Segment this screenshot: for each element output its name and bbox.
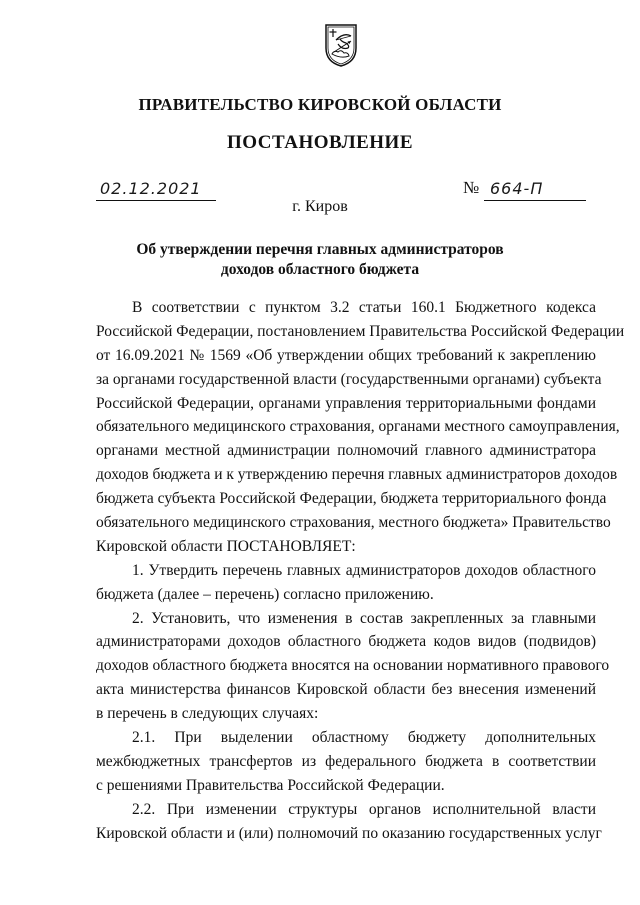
subject-line: доходов областного бюджета	[220, 261, 420, 278]
city-label: г. Киров	[292, 198, 348, 215]
text-line: Российской Федерации, органами управления территориальными фондами	[96, 394, 596, 412]
government-title: ПРАВИТЕЛЬСТВО КИРОВСКОЙ ОБЛАСТИ	[138, 95, 502, 114]
item-2-2-paragraph	[96, 798, 602, 846]
text-line: 2. Установить, что изменения в состав закрепленных за главными	[132, 609, 596, 627]
text-line: в перечень в следующих случаях:	[96, 705, 319, 723]
handwritten-date: 02.12.2021	[100, 179, 202, 198]
text-line: с решениями Правительства Российской Федерации.	[96, 776, 445, 794]
document-body	[96, 296, 625, 845]
text-line: администраторами доходов областного бюджета кодов видов (подвидов)	[96, 633, 596, 651]
text-line: за органами государственной власти (государственными органами) субъекта	[96, 370, 602, 388]
text-line: органами местной администрации полномочий главного администратора	[96, 442, 596, 460]
text-line: 2.2. При изменении структуры органов исполнительной власти	[132, 800, 596, 818]
text-line: бюджета субъекта Российской Федерации, бюджета территориального фонда	[96, 490, 607, 508]
text-line: Российской Федерации, постановлением Правительства Российской Федерации	[96, 322, 625, 340]
text-line: доходов областного бюджета вносятся на основании нормативного правового	[96, 657, 610, 675]
handwritten-number: 664-П	[490, 179, 544, 198]
text-line: доходов бюджета и к утверждению перечня главных администраторов доходов	[96, 466, 618, 484]
item-1-paragraph	[96, 559, 596, 607]
kirov-coat-of-arms-icon	[324, 22, 358, 68]
text-line: от 16.09.2021 № 1569 «Об утверждении общих требований к закреплению	[96, 346, 596, 364]
number-label: №	[463, 178, 480, 197]
preamble-paragraph	[96, 296, 625, 559]
subject-line: Об утверждении перечня главных администраторов	[136, 241, 504, 258]
text-line: Кировской области ПОСТАНОВЛЯЕТ:	[96, 537, 356, 555]
text-line: обязательного медицинского страхования, местного бюджета» Правительство	[96, 514, 611, 532]
item-2-paragraph	[96, 607, 610, 726]
text-line: обязательного медицинского страхования, органами местного самоуправления,	[96, 418, 620, 436]
text-line: бюджета (далее – перечень) согласно приложению.	[96, 585, 434, 603]
text-line: 1. Утвердить перечень главных администраторов доходов областного	[132, 561, 596, 579]
text-line: 2.1. При выделении областному бюджету дополнительных	[132, 729, 596, 747]
text-line: В соответствии с пунктом 3.2 статьи 160.1 Бюджетного кодекса	[132, 299, 596, 316]
text-line: Кировской области и (или) полномочий по оказанию государственных услуг	[96, 824, 602, 842]
item-2-1-paragraph	[96, 726, 596, 798]
text-line: акта министерства финансов Кировской области без внесения изменений	[96, 681, 596, 699]
text-line: межбюджетных трансфертов из федерального бюджета в соответствии	[96, 752, 596, 770]
document-type-title: ПОСТАНОВЛЕНИЕ	[226, 132, 414, 153]
document-subject	[0, 240, 640, 280]
